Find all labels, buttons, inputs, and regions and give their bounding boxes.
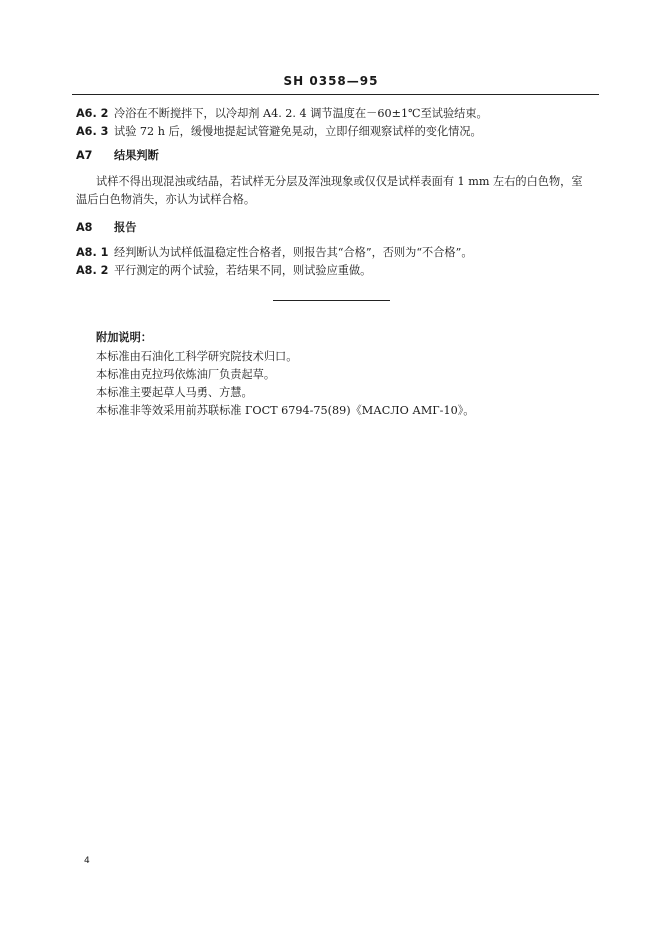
clause-number: A6. 3	[76, 125, 109, 138]
result-paragraph-line-2: 温后白色物消失，亦认为试样合格。	[76, 193, 256, 206]
clause-a6-3	[76, 125, 482, 139]
clause-a6-2	[76, 107, 488, 121]
clause-number: A8. 2	[76, 264, 109, 277]
note-line: 本标准由石油化工科学研究院技术归口。	[96, 350, 298, 363]
note-line: 本标准非等效采用前苏联标准 ГОСТ 6794-75(89)《МАСЛО АМГ-10》。	[96, 404, 475, 417]
clause-text: 试验 72 h 后，缓慢地提起试管避免晃动，立即仔细观察试样的变化情况。	[114, 125, 482, 138]
clause-number: A6. 2	[76, 107, 109, 120]
page-number: 4	[84, 856, 90, 866]
end-divider	[273, 300, 390, 301]
section-number: A8	[76, 221, 93, 234]
clause-a8-1	[76, 246, 473, 260]
clause-number: A8. 1	[76, 246, 109, 259]
note-line: 本标准主要起草人马勇、方慧。	[96, 386, 253, 399]
section-heading-a8	[76, 221, 136, 235]
clause-text: 平行测定的两个试验，若结果不同，则试验应重做。	[114, 264, 372, 277]
notes-heading: 附加说明：	[96, 331, 152, 344]
note-line: 本标准由克拉玛依炼油厂负责起草。	[96, 368, 276, 381]
section-title: 报告	[114, 221, 137, 234]
section-title: 结果判断	[114, 149, 159, 162]
clause-text: 冷浴在不断搅拌下，以冷却剂 A4. 2. 4 调节温度在－60±1℃至试验结束。	[114, 107, 488, 120]
section-number: A7	[76, 149, 93, 162]
section-heading-a7	[76, 149, 159, 163]
clause-a8-2	[76, 264, 371, 278]
result-paragraph-line-1: 试样不得出现混浊或结晶，若试样无分层及浑浊现象或仅仅是试样表面有 1 mm 左右的白色物，室	[96, 175, 583, 188]
standard-code: SH 0358—95	[283, 74, 379, 88]
clause-text: 经判断认为试样低温稳定性合格者，则报告其“合格”，否则为“不合格”。	[114, 246, 473, 259]
header-divider	[72, 94, 599, 95]
